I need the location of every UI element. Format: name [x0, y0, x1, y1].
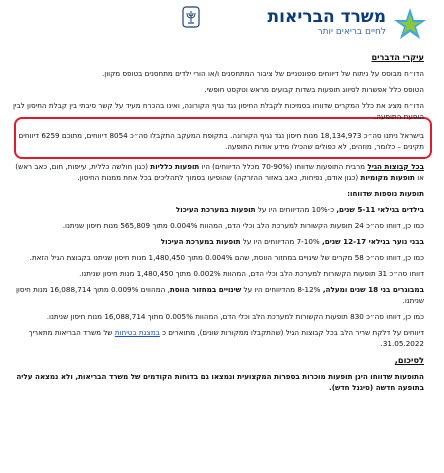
star-logo-icon — [392, 6, 428, 42]
paragraph-teens: בבני נוער בגילאי 12-17 שנים, 7-10% מהדיווחים היו על תופעות במערכת העיכול — [160, 237, 424, 246]
paragraph-causality: הדו״ח מציג את כלל המקרים שדווחו בסמיכות לקבלת החיסון נגד נגיף הקורונה, ואינו בהכרח מעיד על קשר סיבתי בין קבלת החיסון לבין הופעת התופעה. — [12, 101, 424, 121]
paragraph-kids: בילדים בגילאי 5-11 שנים, כ-10% מהדיווחים היו על תופעות במערכת העיכול — [175, 205, 424, 214]
ministry-of-health-logo — [228, 6, 428, 46]
paragraph-adults-heart: כמו כן, דווחו סה״כ 830 תופעות הקשורות למערכת הלב וכלי הדם, המהוות 0.005% מתוך 16,088,714 מנות חיסון שניתנו. — [46, 312, 424, 321]
summary-heading: לסיכום, — [394, 355, 424, 365]
logo-subtitle: לחיים בריאים יותר — [317, 27, 386, 37]
paragraph-highlight: בישראל ניתנו סה״כ 18,134,973 מנות חיסון נגד נגיף הקורונה. בתקופת המעקב התקבלו סה״כ 8054 דיווחים, מתוכם 6259 דיווחים תקינים – כלומר, מוזהים, לא כפולים שהכילו מידע אודות התופעה. — [18, 131, 424, 151]
menorah-emblem-icon — [182, 6, 200, 28]
paragraph-adults: במבוגרים בני 18 שנים ומעלה, 8-12% מהדיווחים היו על שינויים במחזור הווסת, המהווים 0.009% מתוך 16,088,714 מנות חיסון שניתנו. — [15, 285, 424, 305]
paragraph-kids-heart: כמו כן, דווחו סה״כ 24 תופעות הקשורות למערכת הלב וכלי הדם, המהוות 0.004% מתוך 565,809 מנות חיסון שניתנו. — [62, 221, 424, 230]
safety-presentation-link[interactable]: במצגת בטיחות — [114, 328, 160, 337]
paragraph-teens-menstrual: כמו כן, דווחו סה״כ 58 מקרים של שינויים במחזור הווסת, שהם 0.004% מתוך 1,480,450 מנות חיסון שניתנו בקבוצת הגיל הזאת. — [29, 253, 424, 262]
section-heading-main: עיקרי הדברים — [371, 52, 424, 62]
additional-effects-label: תופעות נוספות שדווחו: — [347, 189, 424, 198]
paragraph-teens-heart: דווחו סה״כ 31 תופעות הקשורות למערכת הלב וכלי הדם, המהוות 0.002% מתוך 1,480,450 מנות חיסון שניתנו. — [79, 269, 424, 278]
header — [0, 0, 444, 48]
summary-text: התופעות שדווחו הינן תופעות מוכרות בספרות המקצועית ונמצאו גם בדוחות הקודמים של משרד הבריאות, ולא נמצאה עליה בתופעה חדשה (סיגנל חדש). — [16, 372, 424, 392]
paragraph-method: הדו״ח מבוסס על ניתוח של דיווחים ספונטניים של ציבור המתחסנים ו/או הורי ילדים מתחסנים בטופס מקוון. — [101, 69, 424, 78]
paragraph-form: הטופס כלל אפשרות לסיווג תופעות בשדות קבועים מראש וטקסט חופשי. — [204, 85, 424, 94]
logo-title: משרד הבריאות — [267, 7, 386, 27]
document-body — [12, 52, 424, 398]
paragraph-myocarditis-ref: דיווחים על דלקת שריר הלב בכל קבוצות הגיל (שהתקבלו ממקורות שונים), מתוארים כ במצגת בטיחות של משרד הבריאות מתאריך 31.05.2022. — [28, 328, 424, 348]
paragraph-general-effects: בכל קבוצות הגיל מרבית התופעות שדווחו (70-90% מכלל הדיווחים) היו תופעות כלליות (כגון חולשה כללית, עייפות, חום, כאב ראש) או תופעות מקומיות (כגון אודם, נפיחות, כאב באזור ההזרקה) שהופיעו בסמוך לתהליכים בכל אחת ממנות החיסון. — [15, 162, 424, 182]
